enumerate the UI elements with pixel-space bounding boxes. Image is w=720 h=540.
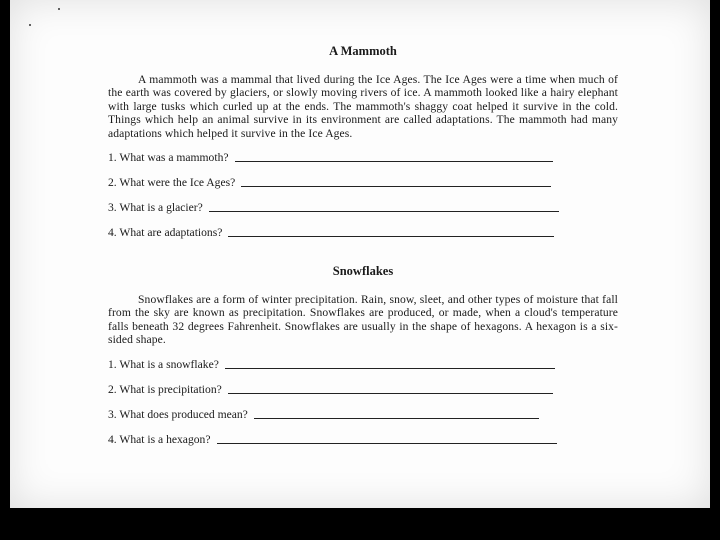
question-text: 1. What is a snowflake?	[108, 357, 219, 371]
section-title-snowflakes: Snowflakes	[332, 264, 394, 279]
answer-line[interactable]	[228, 235, 554, 237]
question-row	[108, 200, 618, 214]
snowflakes-paragraph: Snowflakes are a form of winter precipitation. Rain, snow, sleet, and other types of moisture that fall from the sky are known as precipitation. Snowflakes are produced, or made, when a cloud's temperature falls beneath 32 degrees Fahrenheit. Snowflakes are usually in the shape of hexagons. A hexagon is a six-sided shape.	[108, 293, 618, 347]
question-text: 3. What does produced mean?	[108, 407, 248, 421]
answer-line[interactable]	[228, 392, 553, 394]
answer-line[interactable]	[217, 442, 557, 444]
question-text: 1. What was a mammoth?	[108, 151, 229, 165]
question-text: 2. What were the Ice Ages?	[108, 176, 236, 190]
question-row	[108, 432, 618, 446]
question-text: 2. What is precipitation?	[108, 382, 222, 396]
answer-line[interactable]	[235, 160, 553, 162]
answer-line[interactable]	[254, 417, 539, 419]
question-row	[108, 407, 618, 421]
question-row	[108, 357, 618, 371]
question-row	[108, 175, 618, 189]
answer-line[interactable]	[225, 367, 555, 369]
question-text: 3. What is a glacier?	[108, 201, 203, 215]
scan-speck	[29, 24, 31, 26]
section-title-mammoth: A Mammoth	[329, 44, 397, 58]
question-text: 4. What are adaptations?	[108, 226, 223, 240]
scan-speck	[58, 8, 60, 10]
mammoth-paragraph: A mammoth was a mammal that lived during the Ice Ages. The Ice Ages were a time when much of the earth was covered by glaciers, or slowly moving rivers of ice. A mammoth looked like a hairy elephant with large tusks which curled up at the ends. The mammoth's shaggy coat helped it survive in the cold. Things which help an animal survive in its environment are called adaptations. The mammoth had many adaptations which helped it survive in the Ice Ages.	[108, 73, 618, 140]
question-row	[108, 382, 618, 396]
worksheet	[108, 44, 618, 457]
question-text: 4. What is a hexagon?	[108, 432, 211, 446]
answer-line[interactable]	[241, 185, 551, 187]
question-row	[108, 225, 618, 239]
answer-line[interactable]	[209, 210, 559, 212]
question-row	[108, 150, 618, 164]
